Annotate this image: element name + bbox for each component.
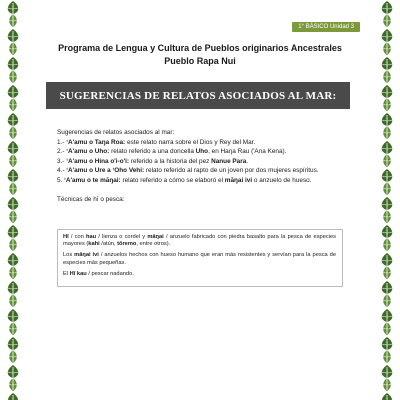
- term-kahi: kahi: [88, 241, 100, 248]
- term-hau: hau: [86, 234, 97, 240]
- technique-paragraph: [63, 271, 336, 278]
- leaf-pattern-icon: [378, 0, 396, 400]
- story-number: 3.-: [57, 157, 65, 165]
- story-description: relato referido al rapto de un joven por dos mujeres espíritus.: [144, 167, 319, 175]
- grade-unit-badge: 1° BÁSICO Unidad 3: [292, 22, 360, 32]
- text-segment: / con: [68, 234, 87, 240]
- story-item: [57, 157, 347, 167]
- text-segment: / anzuelo fabricado con piedra basalto para la pesca de especies mayores (: [63, 234, 336, 248]
- story-number: 1.-: [57, 138, 65, 146]
- techniques-heading: Técnicas de hī o pesca:: [57, 195, 125, 203]
- story-description: este relato narra sobre el Dios y Rey del Mar.: [125, 138, 256, 146]
- story-item: [57, 176, 347, 186]
- term-hi: Hī: [63, 234, 69, 240]
- story-title: ʻA'amu o Ure a ʻOho Vehi:: [66, 167, 145, 175]
- technique-paragraph: [63, 252, 336, 266]
- text-segment: / anzuelos hechos con hueso humano que eran más resistentes y servían para la pesca de especies más pequeñas.: [63, 252, 336, 266]
- story-title: ʻA'amu o te māŋai:: [64, 176, 121, 184]
- text-segment: / lienza o cordel y: [96, 234, 148, 240]
- decorative-border-left: [4, 0, 22, 400]
- text-segment: /atún,: [99, 241, 118, 248]
- text-segment: Los: [63, 252, 75, 259]
- story-title: ʻA'amu o Hina o'i-o'i:: [66, 157, 130, 165]
- decorative-border-right: [378, 0, 396, 400]
- term-mangai: māŋai: [147, 234, 164, 240]
- story-keyword: Uho: [195, 148, 209, 156]
- content-body: [57, 128, 347, 204]
- story-description-end: .: [246, 157, 249, 165]
- story-item: [57, 166, 347, 176]
- leaf-pattern-icon: [4, 0, 22, 400]
- story-keyword: Nanue Para: [211, 157, 247, 165]
- story-description: referido a la historia del pez: [129, 157, 212, 165]
- story-description-end: o anzuelo de hueso.: [252, 176, 312, 184]
- text-segment: / pescar nadando.: [86, 270, 134, 277]
- story-item: [57, 147, 347, 157]
- intro-text: Sugerencias de relatos asociados al mar:: [57, 129, 175, 136]
- program-subtitle-line: Pueblo Rapa Nui: [164, 56, 236, 66]
- story-description-end: , en Haŋa Rau ('Ana Kena).: [208, 148, 287, 156]
- technique-paragraph: [63, 234, 336, 248]
- term-toremo: tōremo: [117, 241, 137, 248]
- story-number: 5.: [57, 176, 63, 184]
- story-number: 4.-: [57, 167, 65, 175]
- story-item: [57, 138, 347, 148]
- text-segment: , entre otros).: [136, 241, 171, 248]
- story-description: relato referido a cómo se elaboró el: [120, 176, 225, 184]
- program-title-line: Programa de Lengua y Cultura de Pueblos originarios Ancestrales: [58, 43, 342, 53]
- story-title: ʻA'amu o Taŋa Roa:: [66, 138, 126, 146]
- story-keyword: māŋai ivi: [224, 176, 253, 184]
- program-title: [40, 42, 360, 68]
- text-segment: El: [63, 270, 70, 277]
- story-number: 2.-: [57, 148, 65, 156]
- term-mangai-ivi: māŋai ivi: [74, 252, 99, 259]
- section-banner: SUGERENCIAS DE RELATOS ASOCIADOS AL MAR:: [46, 82, 350, 109]
- story-description: relato referido a una doncella: [109, 148, 196, 156]
- story-title: ʻA'amu o Uho:: [66, 148, 110, 156]
- term-hi-kau: Hī kau: [69, 270, 87, 277]
- fishing-techniques-box: [57, 229, 343, 287]
